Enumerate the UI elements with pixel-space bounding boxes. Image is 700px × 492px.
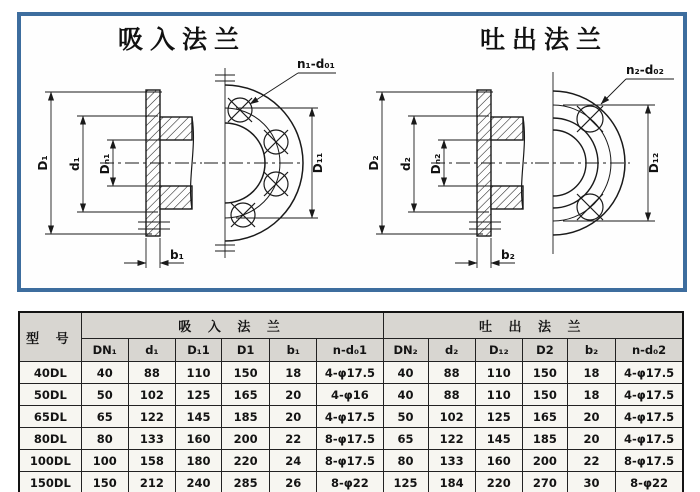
value-cell: 160	[175, 428, 221, 450]
value-cell: 158	[128, 450, 175, 472]
value-cell: 240	[175, 472, 221, 492]
col-header-DN2: DN₂	[383, 339, 428, 362]
discharge-section-view	[376, 90, 533, 268]
value-cell: 110	[475, 362, 522, 384]
spec-row	[19, 450, 683, 472]
col-header-D2: D2	[522, 339, 567, 362]
value-cell: 180	[175, 450, 221, 472]
col-header-b2: b₂	[568, 339, 616, 362]
value-cell: 80	[383, 450, 428, 472]
value-cell: 110	[475, 384, 522, 406]
value-cell: 125	[475, 406, 522, 428]
value-cell: 88	[428, 362, 475, 384]
dim-label-D1: D₁	[36, 155, 50, 171]
col-header-b1: b₁	[270, 339, 317, 362]
value-cell: 212	[128, 472, 175, 492]
spec-row	[19, 384, 683, 406]
value-cell: 150	[81, 472, 128, 492]
suction-flange-title: 吸入法兰	[118, 25, 247, 54]
col-header-d1: d₁	[128, 339, 175, 362]
value-cell: 4-φ17.5	[616, 384, 683, 406]
column-header-row	[19, 339, 683, 362]
value-cell: 133	[128, 428, 175, 450]
value-cell: 220	[222, 450, 270, 472]
value-cell: 65	[383, 428, 428, 450]
value-cell: 110	[175, 362, 221, 384]
discharge-hub-top-wall	[491, 117, 523, 140]
value-cell: 102	[128, 384, 175, 406]
col-header-nd02: n-d₀2	[616, 339, 683, 362]
model-cell: 100DL	[19, 450, 81, 472]
value-cell: 20	[270, 384, 317, 406]
value-cell: 185	[522, 428, 567, 450]
value-cell: 4-φ17.5	[317, 406, 383, 428]
suction-hub-top-wall	[160, 117, 192, 140]
value-cell: 18	[568, 362, 616, 384]
spec-table-body	[19, 362, 683, 492]
value-cell: 50	[383, 406, 428, 428]
value-cell: 4-φ17.5	[317, 362, 383, 384]
value-cell: 8-φ17.5	[317, 428, 383, 450]
discharge-group-header: 吐 出 法 兰	[383, 312, 683, 339]
bolt-note-suction: n₁-d₀₁	[297, 57, 335, 71]
value-cell: 8-φ22	[317, 472, 383, 492]
value-cell: 22	[568, 450, 616, 472]
value-cell: 18	[270, 362, 317, 384]
col-header-D1: D1	[222, 339, 270, 362]
value-cell: 285	[222, 472, 270, 492]
value-cell: 184	[428, 472, 475, 492]
value-cell: 270	[522, 472, 567, 492]
value-cell: 150	[522, 362, 567, 384]
dim-label-D12: D₁₂	[647, 152, 661, 174]
value-cell: 200	[522, 450, 567, 472]
spec-row	[19, 362, 683, 384]
model-cell: 50DL	[19, 384, 81, 406]
value-cell: 165	[222, 384, 270, 406]
model-cell: 65DL	[19, 406, 81, 428]
value-cell: 8-φ22	[616, 472, 683, 492]
value-cell: 4-φ17.5	[616, 406, 683, 428]
col-header-D12: D₁₂	[475, 339, 522, 362]
model-cell: 80DL	[19, 428, 81, 450]
bolt-note-discharge: n₂-d₀₂	[626, 63, 664, 77]
value-cell: 145	[175, 406, 221, 428]
value-cell: 125	[175, 384, 221, 406]
suction-group-header: 吸 入 法 兰	[81, 312, 383, 339]
value-cell: 150	[522, 384, 567, 406]
value-cell: 8-φ17.5	[317, 450, 383, 472]
value-cell: 20	[270, 406, 317, 428]
value-cell: 24	[270, 450, 317, 472]
value-cell: 8-φ17.5	[616, 450, 683, 472]
group-header-row	[19, 312, 683, 339]
value-cell: 150	[222, 362, 270, 384]
value-cell: 88	[128, 362, 175, 384]
dim-label-b2: b₂	[501, 248, 515, 262]
value-cell: 125	[383, 472, 428, 492]
value-cell: 80	[81, 428, 128, 450]
value-cell: 30	[568, 472, 616, 492]
value-cell: 165	[522, 406, 567, 428]
value-cell: 220	[475, 472, 522, 492]
dim-label-DN2: Dₙ₂	[429, 153, 443, 175]
discharge-flange-title: 吐出法兰	[480, 25, 609, 54]
spec-row	[19, 472, 683, 492]
value-cell: 65	[81, 406, 128, 428]
model-cell: 150DL	[19, 472, 81, 492]
dim-label-D2: D₂	[367, 155, 381, 171]
value-cell: 122	[428, 428, 475, 450]
value-cell: 40	[383, 384, 428, 406]
dim-label-DN1: Dₙ₁	[98, 153, 112, 175]
discharge-hub-bottom-wall	[491, 186, 523, 209]
value-cell: 145	[475, 428, 522, 450]
value-cell: 22	[270, 428, 317, 450]
model-header: 型 号	[19, 312, 81, 362]
spec-table-head	[19, 312, 683, 362]
value-cell: 40	[383, 362, 428, 384]
value-cell: 160	[475, 450, 522, 472]
value-cell: 185	[222, 406, 270, 428]
col-header-D11: D₁1	[175, 339, 221, 362]
suction-section-view	[45, 90, 202, 268]
value-cell: 102	[428, 406, 475, 428]
value-cell: 26	[270, 472, 317, 492]
value-cell: 4-φ16	[317, 384, 383, 406]
value-cell: 50	[81, 384, 128, 406]
dim-label-d2: d₂	[399, 157, 413, 171]
value-cell: 4-φ17.5	[616, 428, 683, 450]
value-cell: 20	[568, 406, 616, 428]
suction-hub-bottom-wall	[160, 186, 192, 209]
value-cell: 200	[222, 428, 270, 450]
col-header-d2: d₂	[428, 339, 475, 362]
value-cell: 122	[128, 406, 175, 428]
dim-label-D11: D₁₁	[311, 152, 325, 174]
value-cell: 20	[568, 428, 616, 450]
value-cell: 100	[81, 450, 128, 472]
flange-spec-table	[18, 311, 684, 492]
spec-row	[19, 428, 683, 450]
dim-label-b1: b₁	[170, 248, 184, 262]
col-header-DN1: DN₁	[81, 339, 128, 362]
discharge-front-labels	[626, 63, 664, 173]
value-cell: 133	[428, 450, 475, 472]
value-cell: 40	[81, 362, 128, 384]
col-header-nd01: n-d₀1	[317, 339, 383, 362]
dim-label-d1: d₁	[68, 157, 82, 171]
value-cell: 88	[428, 384, 475, 406]
value-cell: 18	[568, 384, 616, 406]
value-cell: 4-φ17.5	[616, 362, 683, 384]
model-cell: 40DL	[19, 362, 81, 384]
spec-row	[19, 406, 683, 428]
